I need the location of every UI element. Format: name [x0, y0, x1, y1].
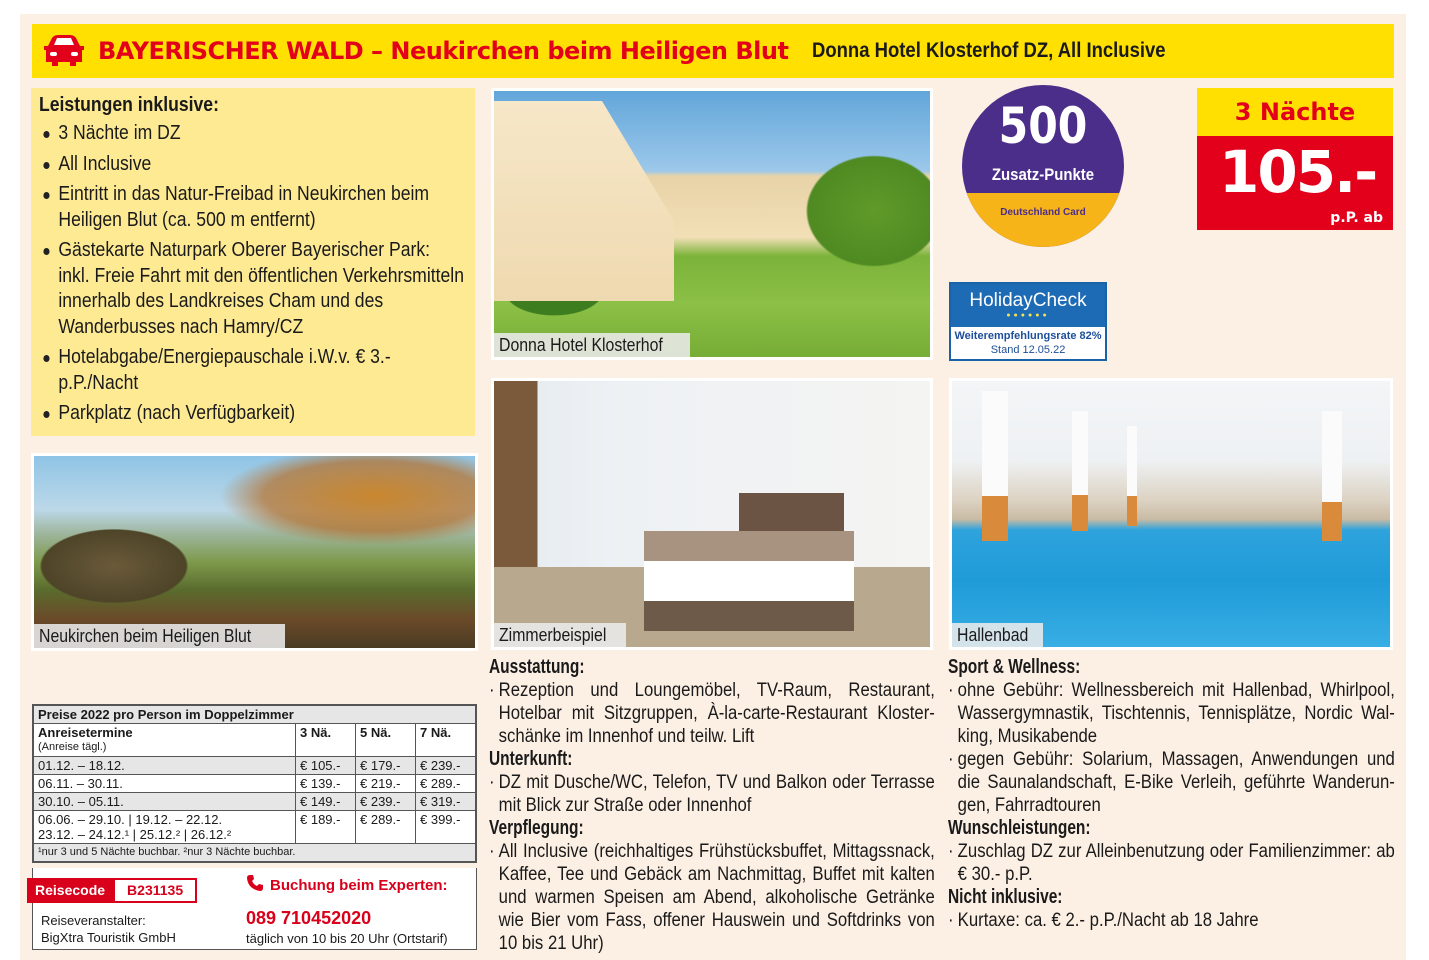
included-services-list — [39, 121, 467, 427]
booking-box — [32, 868, 477, 950]
price-cell: € 149.- — [296, 793, 356, 811]
table-footnote-row — [34, 844, 476, 862]
included-services-box — [31, 88, 475, 436]
photo-caption: Neukirchen beim Heiligen Blut — [34, 624, 285, 648]
column-header-7-nights: 7 Nä. — [416, 724, 476, 757]
price-cell: € 399.- — [416, 811, 476, 844]
hotel-details — [489, 656, 935, 955]
date-cell: 06.06. – 29.10. | 19.12. – 22.12. 23.12. – 24.12.¹ | 25.12.² | 26.12.² — [34, 811, 296, 844]
travel-code-value: B231135 — [113, 878, 197, 903]
travel-code — [27, 878, 197, 903]
bed-shape — [644, 531, 854, 631]
price-suffix: p.P. ab — [1330, 210, 1383, 226]
section-text: · ohne Gebühr: Wellnessbereich mit Hallenbad, Whirlpool, Wassergymnastik, Tischtennis, Tennisplätze, Nordic Walking, Musikabende — [948, 679, 1395, 748]
price-badge — [1197, 88, 1393, 230]
phone-number[interactable]: 089 710452020 — [246, 908, 372, 928]
table-footnote: ¹nur 3 und 5 Nächte buchbar. ²nur 3 Nächte buchbar. — [34, 844, 476, 862]
column-shape — [1072, 411, 1088, 531]
price-amount: 105.- — [1219, 138, 1377, 206]
section-text: · DZ mit Dusche/WC, Telefon, TV und Balkon oder Terrasse mit Blick zur Straße oder Innenhof — [489, 771, 935, 817]
hotel-photo — [491, 88, 933, 360]
section-title: Wunschleistungen: — [948, 817, 1091, 839]
section-text: · Zuschlag DZ zur Alleinbenutzung oder Familienzimmer: ab € 30.- p.P. — [948, 840, 1395, 886]
list-item: Parkplatz (nach Verfügbarkeit) — [39, 401, 465, 427]
badge-bottom — [962, 193, 1124, 247]
travel-code-label: Reisecode — [27, 878, 113, 903]
list-item: Hotelabgabe/Energiepauschale i.W.v. € 3.- p.P./Nacht — [39, 345, 465, 396]
price-cell: € 189.- — [296, 811, 356, 844]
date-cell: 01.12. – 18.12. — [34, 757, 296, 775]
column-shape — [982, 391, 1008, 541]
list-item: 3 Nächte im DZ — [39, 121, 465, 147]
section-text: · gegen Gebühr: Solarium, Massagen, Anwendungen und die Saunalandschaft, E-Bike Verleih, geführte Wanderungen, Fahrradtouren — [948, 748, 1395, 817]
photo-caption: Donna Hotel Klosterhof — [494, 333, 690, 357]
section-title: Nicht inklusive: — [948, 886, 1063, 908]
recommendation-rate: Weiterempfehlungsrate 82% — [954, 330, 1102, 342]
landscape-photo — [31, 453, 478, 651]
tour-operator — [41, 912, 176, 946]
table-row — [34, 775, 476, 793]
column-header-3-nights: 3 Nä. — [296, 724, 356, 757]
included-services-title: Leistungen inklusive: — [39, 94, 219, 116]
booking-contact — [246, 874, 448, 946]
column-header-5-nights: 5 Nä. — [356, 724, 416, 757]
date-cell: 06.11. – 30.11. — [34, 775, 296, 793]
price-cell: € 239.- — [416, 757, 476, 775]
price-cell: € 319.- — [416, 793, 476, 811]
price-cell: € 105.- — [296, 757, 356, 775]
section-title: Sport & Wellness: — [948, 656, 1081, 678]
price-table — [32, 704, 477, 863]
column-shape — [1127, 426, 1137, 526]
section-title: Verpflegung: — [489, 817, 584, 839]
list-item: All Inclusive — [39, 152, 465, 178]
deutschland-card-logo: Deutschland Card — [1000, 207, 1086, 218]
tour-operator-name: BigXtra Touristik GmbH — [41, 930, 176, 945]
table-row — [34, 811, 476, 844]
hotel-title: Donna Hotel Klosterhof DZ, All Inclusive — [812, 39, 1166, 62]
holidaycheck-logo: HolidayCheck ●●●●●● — [951, 284, 1105, 327]
nights-label: 3 Nächte — [1197, 88, 1393, 136]
rating-dots-icon: ●●●●●● — [1006, 312, 1050, 319]
holidaycheck-badge — [949, 282, 1107, 361]
date-cell: 30.10. – 05.11. — [34, 793, 296, 811]
price-cell: € 179.- — [356, 757, 416, 775]
section-text: · Kurtaxe: ca. € 2.- p.P./Nacht ab 18 Jahre — [948, 909, 1395, 932]
section-title: Unterkunft: — [489, 748, 573, 770]
table-title-row — [34, 706, 476, 724]
price-cell: € 139.- — [296, 775, 356, 793]
bonus-points: 500 — [998, 97, 1088, 155]
table-row — [34, 757, 476, 775]
bonus-points-label: Zusatz-Punkte — [991, 165, 1095, 184]
phone-icon — [246, 874, 264, 896]
destination-title: BAYERISCHER WALD – Neukirchen beim Heiligen Blut — [98, 37, 789, 65]
header-bar — [32, 24, 1394, 78]
section-text: · All Inclusive (reichhaltiges Frühstücksbuffet, Mittagssnack, Kaffee, Tee und Gebäck am Nachmittag, Buffet mit kalten und warmen Speisen am Abend, alkoholische Getränke wie Bier vom Fass, offener Hauswein und Softdrinks von 10 bis 21 Uhr) — [489, 840, 935, 955]
car-icon — [42, 34, 86, 68]
holidaycheck-rating — [951, 327, 1105, 357]
table-title: Preise 2022 pro Person im Doppelzimmer — [34, 706, 476, 724]
photo-caption: Hallenbad — [952, 623, 1043, 647]
booking-hours: täglich von 10 bis 20 Uhr (Ortstarif) — [246, 931, 448, 946]
tour-operator-label: Reiseveranstalter: — [41, 913, 146, 928]
room-photo — [491, 378, 933, 650]
section-text: · Rezeption und Loungemöbel, TV-Raum, Restaurant, Hotelbar mit Sitzgruppen, À-la-carte-Restaurant Klosterschänke im Innenhof und teilw. Lift — [489, 679, 935, 748]
price-cell: € 289.- — [416, 775, 476, 793]
list-item: Gästekarte Naturpark Oberer Bayerischer Park: inkl. Freie Fahrt mit den öffentlichen Verkehrsmitteln innerhalb des Landkreises Cham und des Wanderbusses nach Hamry/CZ — [39, 238, 465, 340]
price-cell: € 219.- — [356, 775, 416, 793]
photo-caption: Zimmerbeispiel — [494, 623, 626, 647]
price-cell: € 239.- — [356, 793, 416, 811]
price-main — [1197, 136, 1393, 230]
price-cell: € 289.- — [356, 811, 416, 844]
rating-date: Stand 12.05.22 — [990, 344, 1066, 356]
list-item: Eintritt in das Natur-Freibad in Neukirchen beim Heiligen Blut (ca. 500 m entfernt) — [39, 182, 465, 233]
section-title: Ausstattung: — [489, 656, 585, 678]
deutschland-card-badge — [962, 85, 1124, 247]
building-shape — [494, 101, 674, 301]
booking-headline: Buchung beim Experten: — [246, 874, 448, 896]
wellness-details — [948, 656, 1395, 932]
column-shape — [1322, 411, 1342, 541]
table-row — [34, 793, 476, 811]
pool-photo — [949, 378, 1393, 650]
table-header-row — [34, 724, 476, 757]
column-header-dates: Anreisetermine (Anreise tägl.) — [34, 724, 296, 757]
